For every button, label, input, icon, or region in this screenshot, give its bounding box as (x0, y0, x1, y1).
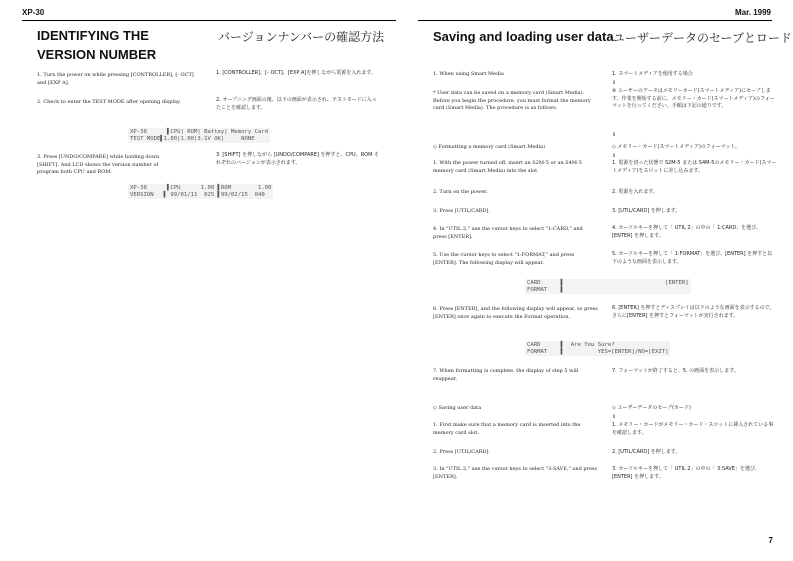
lcd-version: XP-30 ▌CPU 1.00 ▌ROM 1.00 VERSION ▌ 99/01/11 025 ▌99/02/15 040 (130, 185, 272, 198)
left-section-title-jp: バージョンナンバーの確認方法 (218, 30, 385, 44)
right-row-6-jp: 3. [UTIL/CARD] を押します。 (612, 208, 681, 214)
right-row-5-en: 2. Turn on the power. (433, 189, 488, 195)
right-row-7-jp: 4. カーソルキーを押して「 UTIL 2」の中の「 1:CARD」を選び、[ENTER] を押します。 (612, 225, 761, 239)
left-step-1-jp: 1. [CONTROLLER]、[- OCT]、[EXP A]を押しながら電源を入れます。 (216, 70, 376, 76)
right-row-4-en: 1. With the power turned off, insert an S2M-5 or an S4M-5 memory card (Smart Media) into the slot. (433, 160, 582, 174)
left-step-2-jp: 2. オープニング画面の後、以下の画面が表示され、テストモードに入ったことを確認します。 (216, 97, 377, 111)
right-row-2-jp: ※ ユーザーのデータはメモリーカード(スマートメディア)にセーブします。作業を開始する前に、メモリー・カード(スマートメディア)のフォーマットを行ってください。手順は下記の通りです。 (612, 88, 775, 109)
arrow-icon: ⇓ (612, 80, 617, 86)
arrow-icon: ⇓ (612, 153, 617, 159)
right-section-title: Saving and loading user data (433, 29, 614, 44)
right-row-11-jp: ◇ ユーザーデータのセーブ(カード) (612, 405, 691, 411)
right-row-1-jp: 1. スマートメディアを使用する場合 (612, 71, 693, 77)
right-row-14-en: 3. In "UTIL 2," use the cursor keys to select "3:SAVE," and press [ENTER]. (433, 466, 598, 480)
right-row-2-en: * User data can be saved on a memory card (Smart Media). Before you begin the procedure, you must format the memory card (Smart Media). The procedure is as follows. (433, 90, 591, 111)
right-row-8-en: 5. Use the cursor keys to select "1:FORMAT," and press [ENTER]. The following display will appear. (433, 252, 575, 266)
header-rule-left (22, 20, 396, 21)
right-row-7-en: 4. In "UTIL 2," use the cursor keys to select "1:CARD," and press [ENTER]. (433, 226, 583, 240)
right-row-9-jp: 6. [ENTER] を押すとディスプレイは以下のような画面を表示するので、さらに[ENTER] を押すとフォーマットが実行されます。 (612, 305, 775, 319)
right-row-13-en: 2. Press [UTIL/CARD]. (433, 449, 491, 455)
right-row-12-en: 1. First make sure that a memory card is inserted into the memory card slot. (433, 422, 581, 436)
right-row-11-en: ◇ Saving user data (433, 405, 482, 411)
left-step-1-en: 1. Turn the power on while pressing [CONTROLLER], [- OCT] and [EXP A]. (37, 72, 194, 86)
left-section-title: IDENTIFYING THE VERSION NUMBER (37, 28, 157, 62)
right-row-10-en: 7. When formatting is complete, the display of step 5 will reappear. (433, 368, 579, 382)
right-row-10-jp: 7. フォーマットが終了すると、5. の画面を表示します。 (612, 368, 739, 374)
lcd-are-you-sure: CARD ▌ Are You Sure? FORMAT ▌ YES=[ENTER]/NO=[EXIT] (527, 342, 669, 355)
right-row-3-jp: ◇ メモリー・カード(スマートメディア)のフォーマット。 (612, 144, 740, 150)
lcd-test-mode: XP-30 ▌CPU| ROM| Battey| Memory Card TEST MODE▌1.00|1.00|3.1V OK| NONE (130, 129, 269, 142)
right-row-14-jp: 3. カーソルキーを押して「 UTIL 2」の中の「 3:SAVE」を選び、[ENTER] を押します。 (612, 466, 760, 480)
right-row-5-jp: 2. 電源を入れます。 (612, 189, 658, 195)
right-row-12-jp: 1. メモリー・カードがメモリー・カード・スロットに挿入されている事を確認します。 (612, 422, 774, 436)
left-step-2-en: 2. Check to enter the TEST MODE after opening display. (37, 99, 181, 105)
right-row-1-en: 1. When using Smart Media (433, 71, 504, 77)
right-row-8-jp: 5. カーソルキーを押して「 1:FORMAT」を選び、[ENTER] を押すと以下のような画面を表示します。 (612, 251, 773, 265)
right-row-9-en: 6. Press [ENTER], and the following display will appear, so press [ENTER] once again to execute the Format operation. (433, 306, 598, 320)
right-section-title-jp: ユーザーデータのセーブとロード (613, 31, 792, 45)
arrow-icon: ⇓ (612, 414, 617, 420)
arrow-icon: ⇓ (612, 132, 617, 138)
right-row-3-en: ◇ Formatting a memory card (Smart Media) (433, 144, 546, 150)
lcd-card-format: CARD ▌ [ENTER] FORMAT ▌ (527, 280, 689, 293)
page-number: 7 (768, 536, 773, 545)
right-row-6-en: 3. Press [UTIL/CARD]. (433, 208, 491, 214)
header-left: XP-30 (22, 8, 45, 17)
left-step-3-jp: 3. [SHIFT] を押しながら [UNDO/COMPARE] を押すと、CPU、ROM それぞれのバージョンが表示されます。 (216, 152, 380, 166)
header-rule-right (418, 20, 772, 21)
header-right: Mar. 1999 (734, 8, 771, 17)
right-row-4-jp: 1. 電源を切った状態で S2M-5 または S4M-5のメモリー・カード(スマートメディア)をスロットに差し込みます。 (612, 160, 777, 174)
left-step-3-en: 3. Press [UNDO/COMPARE] while holding down [SHIFT]. And LCD shows the version number of program both CPU and ROM. (37, 154, 160, 175)
right-row-13-jp: 2. [UTIL/CARD] を押します。 (612, 449, 681, 455)
